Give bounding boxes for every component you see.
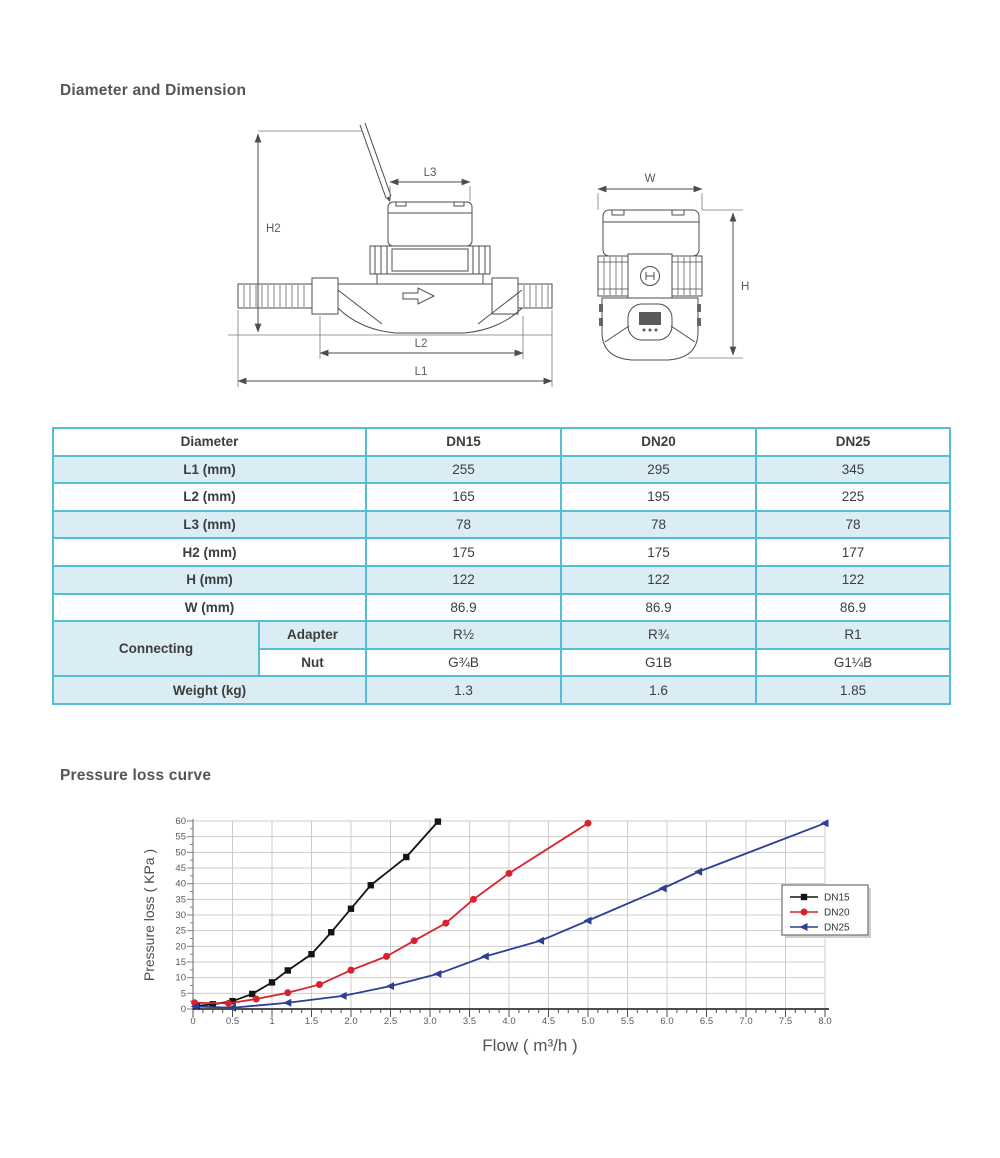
dimension-h-label: H (741, 281, 750, 293)
row-label: L1 (mm) (53, 456, 366, 484)
series-line (197, 822, 438, 1006)
cell: 165 (366, 483, 561, 511)
x-tick-label: 4.5 (541, 1016, 556, 1027)
y-tick-label: 30 (175, 910, 186, 921)
table-header-row (53, 428, 950, 456)
marker-square (269, 979, 275, 985)
x-tick-label: 6.5 (699, 1016, 714, 1027)
cell: G¾B (366, 649, 561, 677)
marker-square (368, 882, 374, 888)
y-tick-label: 15 (175, 957, 186, 968)
lcd-display (639, 312, 661, 325)
col-header-dn15: DN15 (366, 428, 561, 456)
y-tick-label: 50 (175, 847, 186, 859)
x-tick-label: 1 (269, 1016, 275, 1027)
legend (782, 885, 871, 938)
x-tick-label: 8.0 (818, 1016, 832, 1027)
table-row (53, 511, 950, 539)
row-label: L2 (mm) (53, 483, 366, 511)
dimension-drawing (220, 110, 780, 410)
meter-collar (370, 246, 490, 284)
row-label-connecting: Connecting (53, 621, 259, 676)
marker-square (308, 951, 314, 957)
x-tick-label: 4.0 (502, 1016, 516, 1027)
y-axis-title: Pressure loss ( KPa ) (141, 848, 157, 982)
side-view (228, 123, 552, 387)
y-tick-label: 45 (175, 863, 186, 874)
cell: R¾ (561, 621, 756, 649)
x-tick-label: 1.5 (304, 1016, 319, 1027)
cell: 1.85 (756, 676, 950, 704)
cell: 255 (366, 456, 561, 484)
marker-square (435, 818, 441, 824)
cell: 1.3 (366, 676, 561, 704)
cell: 78 (366, 511, 561, 539)
row-label: H (mm) (53, 566, 366, 594)
y-tick-label: 40 (175, 878, 186, 890)
marker-circle (383, 953, 390, 960)
section-title-pressure-loss: Pressure loss curve (60, 767, 212, 784)
cell: G1¼B (756, 649, 950, 677)
marker-circle (316, 981, 323, 988)
cell: 86.9 (756, 594, 950, 622)
cell: 78 (756, 511, 950, 539)
row-label-adapter: Adapter (259, 621, 366, 649)
y-tick-label: 55 (175, 831, 186, 843)
dimension-table (52, 427, 951, 705)
cell: 225 (756, 483, 950, 511)
x-axis-title: Flow ( m³/h ) (482, 1036, 578, 1055)
marker-square (801, 894, 807, 900)
x-tick-label: 0.5 (225, 1016, 240, 1027)
marker-circle (411, 937, 418, 944)
marker-square (403, 854, 409, 860)
flow-direction-arrow (403, 288, 434, 304)
row-label-weight: Weight (kg) (53, 676, 366, 704)
y-tick-label: 0 (180, 1004, 186, 1015)
row-label-nut: Nut (259, 649, 366, 677)
y-tick-label: 25 (175, 925, 186, 937)
table-row (53, 456, 950, 484)
cell: 195 (561, 483, 756, 511)
meter-band (598, 254, 702, 298)
y-tick-label: 10 (175, 972, 186, 984)
dimension-l3-label: L3 (423, 167, 437, 179)
cell: 122 (366, 566, 561, 594)
y-tick-label: 5 (180, 988, 186, 1000)
cell: 1.6 (561, 676, 756, 704)
cell: R1 (756, 621, 950, 649)
x-tick-label: 3.5 (462, 1016, 477, 1027)
cable-line (360, 123, 391, 202)
x-tick-label: 7.5 (778, 1016, 793, 1027)
pressure-loss-chart (130, 798, 1000, 1078)
marker-square (328, 929, 334, 935)
cell: 175 (366, 538, 561, 566)
marker-circle (253, 995, 260, 1002)
cell: 122 (756, 566, 950, 594)
marker-circle (348, 967, 355, 974)
row-label: W (mm) (53, 594, 366, 622)
cell: 122 (561, 566, 756, 594)
cell: 86.9 (561, 594, 756, 622)
marker-triangle-left (283, 999, 291, 1007)
dimension-h2-label: H2 (266, 223, 281, 235)
cell: 175 (561, 538, 756, 566)
marker-circle (284, 989, 291, 996)
marker-triangle-left (481, 952, 489, 960)
series-dn20 (191, 820, 591, 1007)
row-label: L3 (mm) (53, 511, 366, 539)
marker-triangle-left (659, 884, 667, 892)
table-row (53, 538, 950, 566)
meter-lid (603, 210, 699, 256)
dimension-l1-label: L1 (414, 366, 428, 378)
marker-triangle-left (694, 868, 702, 876)
x-tick-label: 5.0 (581, 1016, 595, 1027)
series-dn15 (194, 818, 441, 1009)
dimension-w-label: W (644, 173, 656, 185)
table-row (53, 594, 950, 622)
x-tick-label: 3.0 (423, 1016, 437, 1027)
front-view (598, 189, 743, 360)
marker-square (285, 967, 291, 973)
table-row (53, 483, 950, 511)
marker-circle (801, 909, 808, 916)
table-row (53, 566, 950, 594)
dimension-l2-label: L2 (414, 338, 428, 350)
table-row (53, 676, 950, 704)
col-header-dn20: DN20 (561, 428, 756, 456)
marker-circle (585, 820, 592, 827)
cell: 86.9 (366, 594, 561, 622)
y-tick-label: 20 (175, 941, 186, 953)
meter-register-head (388, 202, 472, 246)
meter-body (238, 278, 552, 333)
marker-triangle-left (433, 970, 441, 978)
meter-front-body (599, 298, 701, 360)
col-header-diameter: Diameter (53, 428, 366, 456)
x-tick-label: 2.0 (344, 1016, 358, 1027)
cell: 295 (561, 456, 756, 484)
marker-square (348, 906, 354, 912)
marker-circle (225, 1000, 232, 1007)
cell: G1B (561, 649, 756, 677)
cell: 177 (756, 538, 950, 566)
x-tick-label: 2.5 (383, 1016, 398, 1027)
row-label: H2 (mm) (53, 538, 366, 566)
marker-circle (506, 870, 513, 877)
marker-triangle-left (536, 937, 544, 945)
x-tick-label: 5.5 (620, 1016, 635, 1027)
col-header-dn25: DN25 (756, 428, 950, 456)
legend-label: DN20 (824, 907, 850, 919)
series-line (195, 823, 588, 1003)
legend-label: DN25 (824, 922, 850, 934)
section-title-dimension: Diameter and Dimension (60, 82, 247, 99)
x-tick-label: 0 (190, 1016, 196, 1027)
marker-circle (470, 896, 477, 903)
cell: 345 (756, 456, 950, 484)
x-tick-label: 6.0 (660, 1016, 674, 1027)
y-tick-label: 35 (175, 894, 186, 906)
cell: 78 (561, 511, 756, 539)
cell: R½ (366, 621, 561, 649)
legend-label: DN15 (824, 892, 850, 904)
marker-circle (442, 920, 449, 927)
x-tick-label: 7.0 (739, 1016, 753, 1027)
y-tick-label: 60 (175, 816, 186, 827)
table-row (53, 621, 950, 649)
